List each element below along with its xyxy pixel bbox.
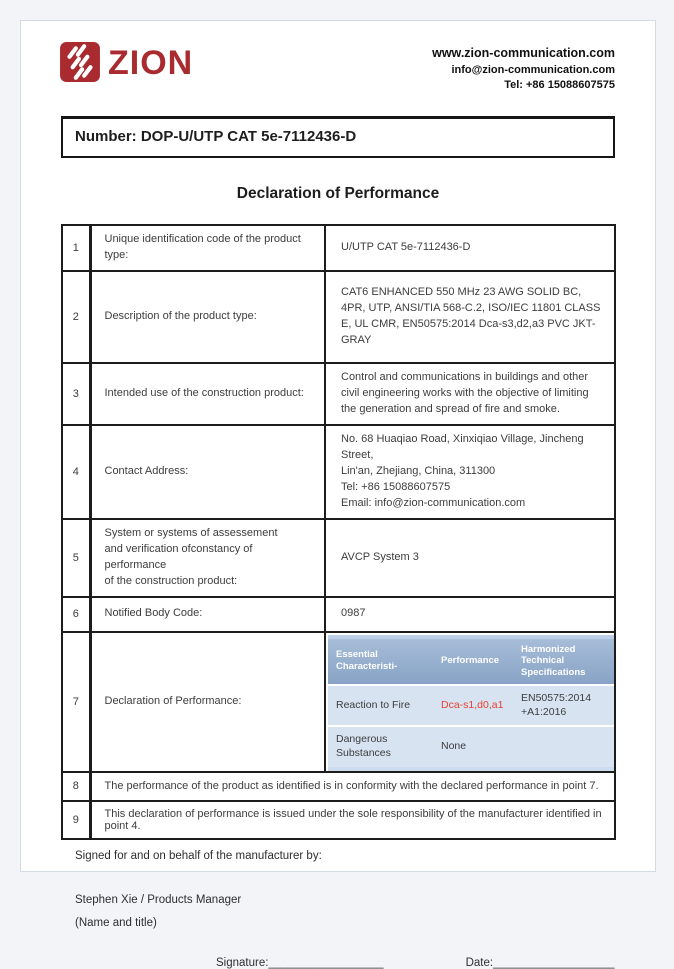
row-label: Declaration of Performance: — [90, 632, 325, 772]
date-blank-line: ___________________ — [493, 956, 615, 969]
table-row — [62, 801, 615, 839]
table-row — [62, 271, 615, 363]
address-line: Tel: +86 15088607575 — [341, 480, 451, 493]
address-line: Email: info@zion-communication.com — [341, 496, 526, 509]
signature-blank-line: __________________ — [268, 956, 384, 969]
spec-line: EN50575:2014 — [521, 692, 592, 705]
characteristic-cell: Dangerous Substances — [336, 733, 391, 760]
table-row — [62, 225, 615, 271]
zion-logo-icon — [59, 41, 101, 83]
row-value: 0987 — [325, 597, 615, 632]
spec-cell — [513, 727, 614, 766]
row-number: 7 — [62, 632, 90, 772]
row-value: Control and communications in buildings and other civil engineering works with the objective of limiting the generation and spread of fire and smoke. — [325, 363, 615, 425]
row-label: Unique identification code of the product type: — [90, 225, 325, 271]
signed-statement: Signed for and on behalf of the manufacturer by: — [75, 849, 322, 862]
spec-cell — [513, 686, 614, 725]
row-value: CAT6 ENHANCED 550 MHz 23 AWG SOLID BC, 4PR, UTP, ANSI/TIA 568-C.2, ISO/IEC 11801 CLASS E, UL CMR, EN50575:2014 Dca-s3,d2,a3 PVC JKT- GRAY — [325, 271, 615, 363]
performance-table — [328, 635, 614, 771]
name-caption: (Name and title) — [75, 916, 157, 929]
address-line: No. 68 Huaqiao Road, Xinxiqiao Village, Jincheng Street, — [341, 433, 584, 461]
phone-number: Tel: +86 15088607575 — [504, 79, 615, 92]
row-statement: This declaration of performance is issued under the sole responsibility of the manufacturer identified in point 4. — [90, 801, 615, 839]
document-number-box — [61, 116, 615, 158]
characteristic-cell: Reaction to Fire — [336, 698, 411, 711]
table-row — [62, 597, 615, 632]
row-label: Description of the product type: — [90, 271, 325, 363]
document-number: Number: DOP-U/UTP CAT 5e-7112436-D — [75, 128, 357, 146]
table-bottom-strip — [328, 767, 614, 771]
row-number: 5 — [62, 519, 90, 597]
declaration-table — [61, 224, 616, 839]
performance-table-cell — [325, 632, 615, 772]
column-header: Essential Characteristi- — [336, 649, 398, 673]
row-number: 1 — [62, 225, 90, 271]
row-label: Notified Body Code: — [90, 597, 325, 632]
table-row — [62, 519, 615, 597]
table-row — [62, 772, 615, 801]
row-number: 8 — [62, 772, 90, 801]
row-number: 6 — [62, 597, 90, 632]
row-value — [325, 425, 615, 519]
date-label: Date: — [465, 956, 494, 969]
contact-block — [432, 41, 615, 94]
performance-cell: None — [441, 740, 467, 753]
website-link[interactable]: www.zion-communication.com — [432, 46, 615, 60]
row-number: 3 — [62, 363, 90, 425]
column-header: Harmonized Technical Specifications — [521, 643, 586, 679]
row-label — [90, 519, 325, 597]
label-line: System or systems of assessement — [104, 526, 278, 539]
table-row — [62, 363, 615, 425]
signature-date-row — [61, 957, 616, 969]
spec-line: +A1:2016 — [521, 705, 567, 718]
performance-row — [328, 686, 614, 725]
email-link[interactable]: info@zion-communication.com — [451, 63, 615, 76]
performance-cell: Dca-s1,d0,a1 — [441, 698, 504, 711]
address-line: Lin'an, Zhejiang, China, 311300 — [341, 464, 496, 477]
signatory-name: Stephen Xie / Products Manager — [75, 893, 242, 906]
row-statement: The performance of the product as identified is in conformity with the declared performance in point 7. — [90, 772, 615, 801]
performance-row — [328, 727, 614, 766]
column-header: Performance — [441, 655, 500, 667]
signature-label: Signature: — [216, 956, 269, 969]
row-number: 2 — [62, 271, 90, 363]
page-title: Declaration of Performance — [236, 185, 440, 203]
row-number: 9 — [62, 801, 90, 839]
row-label: Contact Address: — [90, 425, 325, 519]
performance-table-header — [328, 639, 614, 685]
signature-section — [61, 850, 616, 969]
document-page — [20, 20, 656, 969]
table-row — [62, 632, 615, 772]
row-value: AVCP System 3 — [325, 519, 615, 597]
table-row — [62, 425, 615, 519]
company-logo — [59, 41, 193, 83]
label-line: and verification ofconstancy of performance — [104, 542, 253, 571]
row-value: U/UTP CAT 5e-7112436-D — [325, 225, 615, 271]
logo-wordmark: ZION — [108, 44, 194, 82]
row-number: 4 — [62, 425, 90, 519]
label-line: of the construction product: — [104, 574, 238, 587]
page-header — [61, 41, 615, 94]
row-label: Intended use of the construction product: — [90, 363, 325, 425]
